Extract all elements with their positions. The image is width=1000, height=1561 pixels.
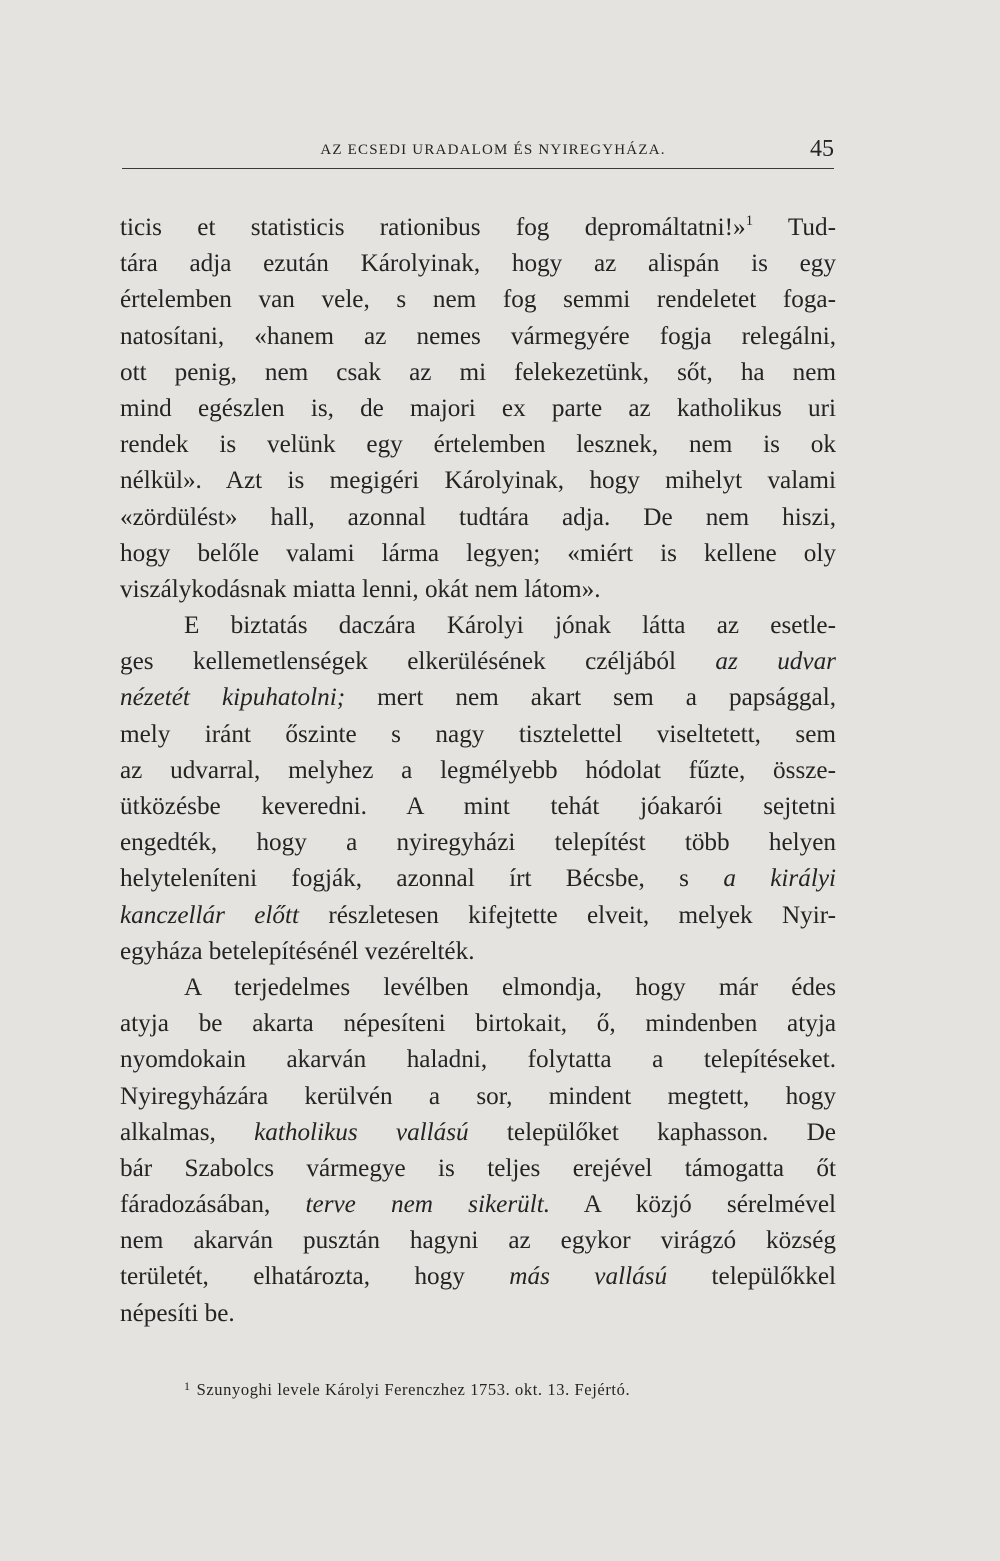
text-line <box>120 1187 836 1223</box>
text-line <box>120 753 836 789</box>
emphasis-text: a királyi <box>723 865 836 893</box>
text-line <box>120 1223 836 1259</box>
running-title: AZ ECSEDI URADALOM ÉS NYIREGYHÁZA. <box>320 142 666 158</box>
text-run: mind egészlen is, de majori ex parte az katholikus uri <box>120 394 836 422</box>
footnote-reference: 1 <box>745 213 754 229</box>
text-line <box>120 246 836 282</box>
paragraph <box>120 210 836 608</box>
emphasis-text: terve nem sikerült. <box>305 1191 551 1219</box>
text-line <box>120 319 836 355</box>
text-line <box>120 825 836 861</box>
text-line <box>120 1259 836 1295</box>
running-head <box>122 136 834 169</box>
text-run: A közjó sérelmével <box>550 1191 836 1219</box>
text-line <box>120 1296 836 1332</box>
text-line <box>120 1151 836 1187</box>
text-line <box>120 898 836 934</box>
text-line <box>120 536 836 572</box>
text-run: A terjedelmes levélben elmondja, hogy már édes <box>184 973 836 1001</box>
body-text <box>120 210 836 1332</box>
text-run: viszálykodásnak miatta lenni, okát nem látom». <box>120 575 601 603</box>
text-run: népesíti be. <box>120 1299 235 1327</box>
text-run: Tud- <box>753 214 836 241</box>
text-line <box>120 463 836 499</box>
text-run: területét, elhatározta, hogy <box>120 1263 510 1291</box>
text-run: tára adja ezután Károlyinak, hogy az alispán is egy <box>120 250 836 278</box>
text-run: nem akarván pusztán hagyni az egykor virágzó község <box>120 1227 836 1255</box>
text-run: ticis et statisticis rationibus fog depromáltatni!» <box>120 214 746 241</box>
emphasis-text: nézetét kipuhatolni; <box>120 684 346 712</box>
footnote <box>184 1380 630 1400</box>
text-run: az udvarral, melyhez a legmélyebb hódolat fűzte, össze- <box>120 756 836 784</box>
text-run: «zördülést» hall, azonnal tudtára adja. De nem hiszi, <box>120 503 836 531</box>
footnote-text: Szunyoghi levele Károlyi Ferenczhez 1753. okt. 13. Fejértó. <box>196 1380 631 1399</box>
paragraph <box>120 608 836 970</box>
text-run: értelemben van vele, s nem fog semmi rendeletet foga- <box>120 286 836 314</box>
text-run: mely iránt őszinte s nagy tisztelettel viseltetett, sem <box>120 720 836 748</box>
text-line <box>120 1079 836 1115</box>
emphasis-text: kanczellár előtt <box>120 901 300 929</box>
text-run: hogy belőle valami lárma legyen; «miért is kellene oly <box>120 539 836 567</box>
text-line <box>120 355 836 391</box>
text-line <box>120 210 836 246</box>
text-run: ott penig, nem csak az mi felekezetünk, sőt, ha nem <box>120 358 836 386</box>
text-line <box>120 789 836 825</box>
text-run: bár Szabolcs vármegye is teljes erejével támogatta őt <box>120 1154 836 1182</box>
text-line <box>120 934 836 970</box>
emphasis-text: katholikus vallású <box>254 1118 469 1146</box>
text-run: engedték, hogy a nyiregyházi telepítést több helyen <box>120 829 836 857</box>
emphasis-text: más vallású <box>509 1263 668 1291</box>
text-run: települőket kaphasson. De <box>468 1118 836 1146</box>
text-line <box>120 608 836 644</box>
text-run: fáradozásában, <box>120 1191 306 1219</box>
text-line <box>120 427 836 463</box>
text-run: rendek is velünk egy értelemben lesznek, nem is ok <box>120 431 836 459</box>
text-run: nélkül». Azt is megigéri Károlyinak, hogy mihelyt valami <box>120 467 836 495</box>
text-run: Nyiregyházára kerülvén a sor, mindent megtett, hogy <box>120 1082 836 1110</box>
paragraph <box>120 970 836 1332</box>
text-run: E biztatás daczára Károlyi jónak látta az esetle- <box>184 612 836 640</box>
text-line <box>120 1115 836 1151</box>
text-run: ütközésbe keveredni. A mint tehát jóakarói sejtetni <box>120 793 836 820</box>
text-line <box>120 644 836 680</box>
text-line <box>120 717 836 753</box>
text-run: atyja be akarta népesíteni birtokait, ő, mindenben atyja <box>120 1010 836 1038</box>
text-run: nyomdokain akarván haladni, folytatta a telepítéseket. <box>120 1046 836 1074</box>
emphasis-text: az udvar <box>715 648 836 676</box>
text-line <box>120 391 836 427</box>
text-line <box>120 970 836 1006</box>
text-run: natosítani, «hanem az nemes vármegyére fogja relegálni, <box>120 322 836 350</box>
footnote-marker: 1 <box>184 1379 191 1393</box>
text-line <box>120 1006 836 1042</box>
text-line <box>120 861 836 897</box>
text-line <box>120 1042 836 1078</box>
text-line <box>120 680 836 716</box>
text-run: egyháza betelepítésénél vezérelték. <box>120 937 475 965</box>
text-run: mert nem akart sem a papsággal, <box>345 684 836 712</box>
page-number: 45 <box>810 136 834 162</box>
text-run: települőkkel <box>667 1263 837 1291</box>
text-line <box>120 500 836 536</box>
text-run: helyteleníteni fogják, azonnal írt Bécsbe, s <box>120 865 724 893</box>
text-run: alkalmas, <box>120 1118 255 1146</box>
text-line <box>120 572 836 608</box>
text-run: részletesen kifejtette elveit, melyek Nyir- <box>299 901 837 929</box>
text-line <box>120 282 836 318</box>
text-run: ges kellemetlenségek elkerülésének czéljából <box>120 648 716 676</box>
